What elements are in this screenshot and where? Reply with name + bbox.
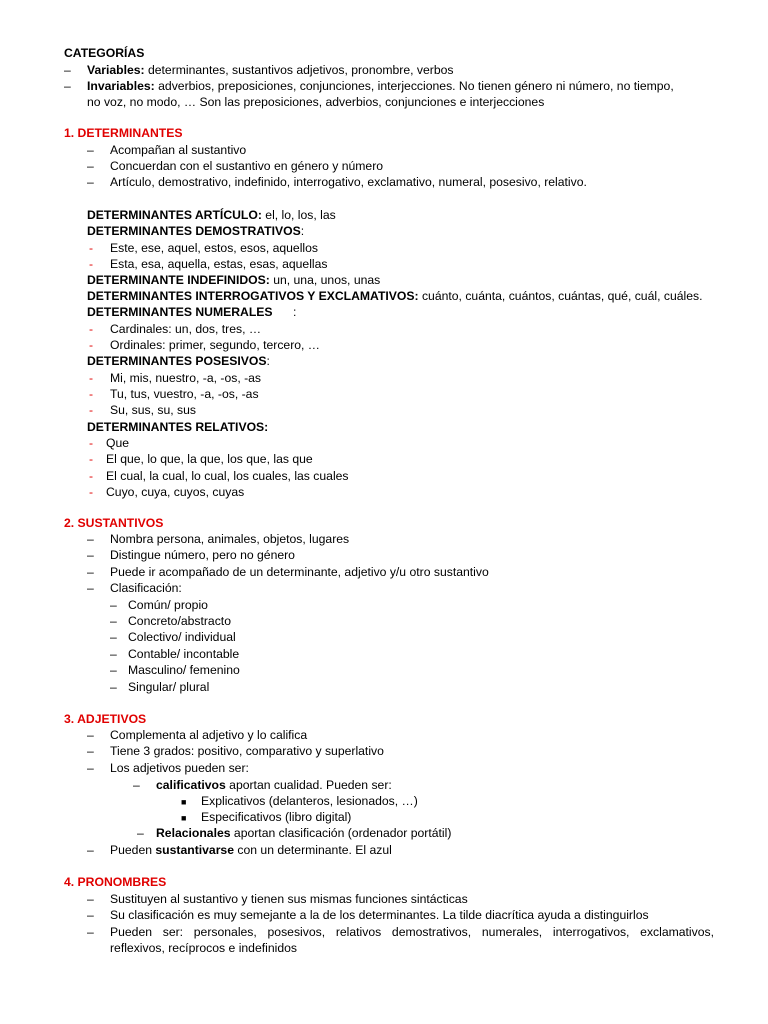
list-item: Colectivo/ individual [128, 630, 236, 644]
dash: – [87, 908, 94, 922]
list-item-continued: reflexivos, recíprocos e indefinidos [110, 941, 297, 955]
determinantes-heading: 1. DETERMINANTES [64, 126, 183, 140]
dash: – [133, 778, 140, 792]
colon: : [300, 224, 305, 238]
sustantivarse-bold: sustantivarse [155, 843, 234, 857]
red-dash: - [89, 241, 94, 255]
dash: – [110, 598, 117, 612]
dash: – [87, 581, 94, 595]
adjetivos-heading: 3. ADJETIVOS [64, 712, 147, 726]
dash: – [64, 63, 71, 77]
dash: – [110, 614, 117, 628]
red-dash: - [89, 338, 94, 352]
list-item: Tu, tus, vuestro, -a, -os, -as [110, 387, 259, 401]
invariables-text-continued: no voz, no modo, … Son las preposiciones, adverbios, conjunciones e interjecciones [87, 95, 545, 109]
list-item: Pueden ser: personales, posesivos, relativos demostrativos, numerales, interrogativos, exclamativos, [110, 925, 714, 939]
calificativos-label: calificativos [156, 778, 226, 792]
pronombres-heading: 4. PRONOMBRES [64, 875, 167, 889]
list-item: Nombra persona, animales, objetos, lugares [110, 532, 350, 546]
sustantivos-heading: 2. SUSTANTIVOS [64, 516, 164, 530]
list-item: Distingue número, pero no género [110, 548, 295, 562]
indefinidos-text: un, una, unos, unas [269, 273, 381, 287]
red-dash: - [89, 469, 94, 483]
list-item: El cual, la cual, lo cual, los cuales, las cuales [106, 469, 349, 483]
red-dash: - [89, 371, 94, 385]
list-item: Masculino/ femenino [128, 663, 240, 677]
dash: – [110, 663, 117, 677]
list-item: Explicativos (delanteros, lesionados, …) [201, 794, 418, 808]
invariables-label: Invariables: [87, 79, 155, 93]
red-dash: - [89, 403, 94, 417]
red-dash: - [89, 322, 94, 336]
relacionales-label: Relacionales [156, 826, 231, 840]
calificativos-line [156, 777, 392, 793]
dash: – [110, 630, 117, 644]
dash: – [87, 843, 94, 857]
dash: – [137, 826, 144, 840]
articulo-line [87, 207, 336, 223]
list-item: Clasificación: [110, 581, 182, 595]
list-item: Puede ir acompañado de un determinante, adjetivo y/u otro sustantivo [110, 565, 489, 579]
interrogativos-text: cuánto, cuánta, cuántos, cuántas, qué, cuál, cuáles. [418, 289, 703, 303]
dash: – [87, 892, 94, 906]
sustantivarse-post: con un determinante. El azul [234, 843, 392, 857]
calificativos-text: aportan cualidad. Pueden ser: [225, 778, 392, 792]
variables-label: Variables: [87, 63, 145, 77]
list-item: Mi, mis, nuestro, -a, -os, -as [110, 371, 262, 385]
dash: – [87, 761, 94, 775]
list-item: Especificativos (libro digital) [201, 810, 352, 824]
interrogativos-line [87, 288, 702, 304]
numerales-label: DETERMINANTES NUMERALES [87, 305, 273, 319]
invariables-line [87, 78, 674, 94]
dash: – [64, 79, 71, 93]
dash: – [87, 143, 94, 157]
list-item: Singular/ plural [128, 680, 210, 694]
colon: : [266, 354, 270, 368]
square-bullet-icon: ■ [181, 813, 187, 823]
variables-line [87, 62, 454, 78]
list-item: Esta, esa, aquella, estas, esas, aquellas [110, 257, 328, 271]
sustantivarse-line [110, 842, 392, 858]
list-item: Los adjetivos pueden ser: [110, 761, 249, 775]
dash: – [87, 532, 94, 546]
demostrativos-line [87, 223, 304, 239]
list-item: Contable/ incontable [128, 647, 240, 661]
relacionales-text: aportan clasificación (ordenador portátil) [230, 826, 452, 840]
red-dash: - [89, 452, 94, 466]
list-item: Común/ propio [128, 598, 208, 612]
list-item: Este, ese, aquel, estos, esos, aquellos [110, 241, 318, 255]
relativos-label: DETERMINANTES RELATIVOS: [87, 420, 269, 434]
posesivos-line [87, 353, 270, 369]
list-item: Cuyo, cuya, cuyos, cuyas [106, 485, 245, 499]
list-item: Sustituyen al sustantivo y tienen sus mismas funciones sintácticas [110, 892, 468, 906]
red-dash: - [89, 485, 94, 499]
dash: – [87, 728, 94, 742]
posesivos-label: DETERMINANTES POSESIVOS [87, 354, 267, 368]
red-dash: - [89, 257, 94, 271]
articulo-text: el, lo, los, las [261, 208, 336, 222]
list-item: El que, lo que, la que, los que, las que [106, 452, 313, 466]
colon: : [293, 305, 297, 319]
list-item: Concreto/abstracto [128, 614, 231, 628]
dash: – [87, 565, 94, 579]
dash: – [87, 548, 94, 562]
indefinidos-line [87, 272, 380, 288]
square-bullet-icon: ■ [181, 797, 187, 807]
list-item: Ordinales: primer, segundo, tercero, … [110, 338, 320, 352]
dash: – [87, 744, 94, 758]
list-item: Artículo, demostrativo, indefinido, interrogativo, exclamativo, numeral, posesivo, relativo. [110, 175, 587, 189]
list-item: Complementa al adjetivo y lo califica [110, 728, 308, 742]
sustantivarse-pre: Pueden [110, 843, 156, 857]
dash: – [110, 680, 117, 694]
demostrativos-label: DETERMINANTES DEMOSTRATIVOS [87, 224, 301, 238]
dash: – [87, 159, 94, 173]
dash: – [87, 175, 94, 189]
list-item: Su, sus, su, sus [110, 403, 197, 417]
red-dash: - [89, 436, 94, 450]
relacionales-line [156, 825, 451, 841]
list-item: Cardinales: un, dos, tres, … [110, 322, 262, 336]
list-item: Tiene 3 grados: positivo, comparativo y superlativo [110, 744, 384, 758]
dash: – [87, 925, 94, 939]
variables-text: determinantes, sustantivos adjetivos, pronombre, verbos [144, 63, 454, 77]
indefinidos-label: DETERMINANTE INDEFINIDOS: [87, 273, 270, 287]
invariables-text: adverbios, preposiciones, conjunciones, interjecciones. No tienen género ni número, no tiempo, [154, 79, 674, 93]
list-item: Su clasificación es muy semejante a la de los determinantes. La tilde diacrítica ayuda a distinguirlos [110, 908, 649, 922]
list-item: Concuerdan con el sustantivo en género y número [110, 159, 384, 173]
list-item: Que [106, 436, 130, 450]
list-item: Acompañan al sustantivo [110, 143, 247, 157]
articulo-label: DETERMINANTES ARTÍCULO: [87, 208, 262, 222]
categorias-title: CATEGORÍAS [64, 46, 145, 60]
dash: – [110, 647, 117, 661]
interrogativos-label: DETERMINANTES INTERROGATIVOS Y EXCLAMATIVOS: [87, 289, 419, 303]
red-dash: - [89, 387, 94, 401]
